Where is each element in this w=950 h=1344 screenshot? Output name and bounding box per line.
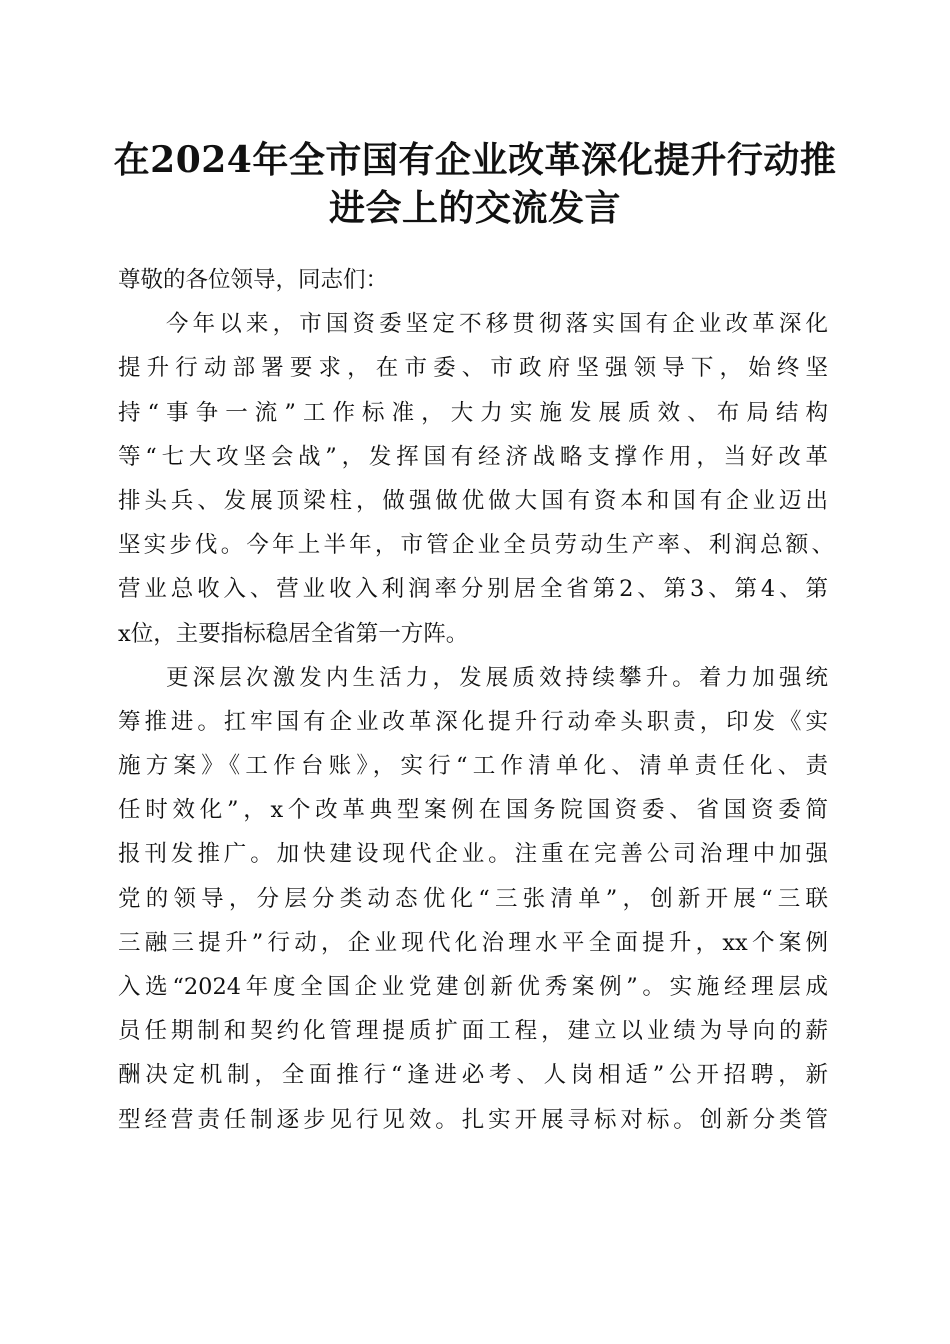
paragraph-line: 更深层次激发内生活力，发展质效持续攀升。着力加强统 xyxy=(166,664,828,691)
paragraph-line: 入选“2024年度全国企业党建创新优秀案例”。实施经理层成 xyxy=(118,974,828,1000)
paragraph-line: 排头兵、发展顶梁柱，做强做优做大国有资本和国有企业迈出 xyxy=(118,487,828,514)
paragraph-line: 酬决定机制，全面推行“逢进必考、人岗相适”公开招聘，新 xyxy=(118,1062,828,1089)
paragraph-line: 任时效化”，x个改革典型案例在国务院国资委、省国资委简 xyxy=(118,797,828,824)
salutation: 尊敬的各位领导，同志们： xyxy=(118,267,389,293)
title-line-1: 在2024年全市国有企业改革深化提升行动推 xyxy=(113,139,837,181)
paragraph-line: 员任期制和契约化管理提质扩面工程，建立以业绩为导向的薪 xyxy=(118,1018,828,1045)
paragraph-line: 报刊发推广。加快建设现代企业。注重在完善公司治理中加强 xyxy=(118,841,828,868)
paragraph-line: 党的领导，分层分类动态优化“三张清单”，创新开展“三联 xyxy=(118,885,828,912)
paragraph-line: 施方案》《工作台账》，实行“工作清单化、清单责任化、责 xyxy=(118,753,828,780)
paragraph-line: 型经营责任制逐步见行见效。扎实开展寻标对标。创新分类管 xyxy=(118,1106,828,1133)
document-title xyxy=(110,136,840,232)
document-body xyxy=(118,258,834,1142)
paragraph-line: x位，主要指标稳居全省第一方阵。 xyxy=(118,620,469,647)
paragraph-line: 营业总收入、营业收入利润率分别居全省第2、第3、第4、第 xyxy=(118,576,828,603)
paragraph-line: 等“七大攻坚会战”，发挥国有经济战略支撑作用，当好改革 xyxy=(118,443,828,470)
paragraph-line: 持“事争一流”工作标准，大力实施发展质效、布局结构 xyxy=(118,399,828,426)
paragraph-line: 筹推进。扛牢国有企业改革深化提升行动牵头职责，印发《实 xyxy=(118,708,828,735)
paragraph-line: 三融三提升”行动，企业现代化治理水平全面提升，xx个案例 xyxy=(118,929,828,956)
paragraph-line: 提升行动部署要求，在市委、市政府坚强领导下，始终坚 xyxy=(118,355,828,382)
paragraph-1 xyxy=(118,302,834,656)
paragraph-line: 坚实步伐。今年上半年，市管企业全员劳动生产率、利润总额、 xyxy=(118,532,834,559)
paragraph-line: 今年以来，市国资委坚定不移贯彻落实国有企业改革深化 xyxy=(166,311,828,338)
title-line-2: 进会上的交流发言 xyxy=(328,187,621,229)
paragraph-2 xyxy=(118,656,828,1142)
